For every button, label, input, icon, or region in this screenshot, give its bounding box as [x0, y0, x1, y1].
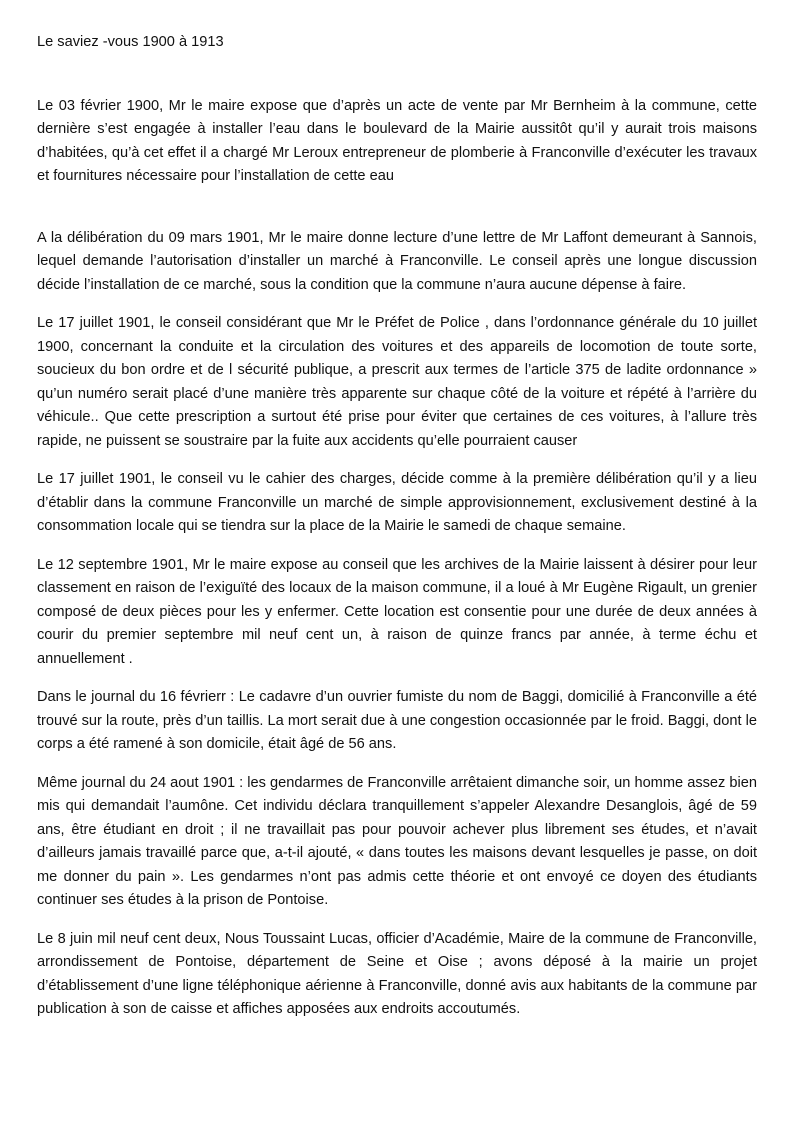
paragraph-market-establishment-1901: Le 17 juillet 1901, le conseil vu le cahier des charges, décide comme à la première délibération qu’il y a lieu d’établir dans la commune Franconville un marché de simple approvisionnement, exclusivement destiné à la consommation locale qui se tiendra sur la place de la Mairie le samedi de chaque semaine. [37, 471, 757, 534]
paragraph-vehicle-numbering-1901: Le 17 juillet 1901, le conseil considérant que Mr le Préfet de Police , dans l’ordonnance générale du 10 juillet 1900, concernant la conduite et la circulation des voitures et des appareils de locomotion de toute sorte, soucieux du bon ordre et de l sécurité publique, a prescrit aux termes de l’article 375 de ladite ordonnance » qu’un numéro serait placé d’une manière très apparente sur chaque côté de la voiture et répété à l’arrière du véhicule.. Que cette prescription a surtout été prise pour éviter que certaines de ces voitures, à l’allure très rapide, ne puissent se soustraire par la fuite aux accidents qu’elle pourraient causer [37, 315, 757, 449]
document-page [37, 31, 757, 1037]
paragraph-archives-storage-1901: Le 12 septembre 1901, Mr le maire expose au conseil que les archives de la Mairie laissent à désirer pour leur classement en raison de l’exiguïté des locaux de la maison commune, il a loué à Mr Eugène Rigault, un grenier composé de deux pièces pour les y enfermer. Cette location est consentie pour une durée de deux années à courir du premier septembre mil neuf cent un, à raison de quinze francs par année, à terme échu et annuellement . [37, 556, 757, 667]
paragraph-market-request-1901: A la délibération du 09 mars 1901, Mr le maire donne lecture d’une lettre de Mr Laffont demeurant à Sannois, lequel demande l’autorisation d’installer un marché à Franconville. Le conseil après une longue discussion décide l’installation de ce marché, sous la condition que la commune n’aura aucune dépense à faire. [37, 229, 757, 293]
paragraph-water-installation-1900: Le 03 février 1900, Mr le maire expose que d’après un acte de vente par Mr Bernheim à la commune, cette dernière s’est engagée à installer l’eau dans le boulevard de la Mairie aussitôt qu’il y aurait trois maisons d’habitées, qu’à cet effet il a chargé Mr Leroux entrepreneur de plomberie à Franconville d’exécuter les travaux et fournitures nécessaire pour l’installation de cette eau [37, 97, 757, 184]
paragraph-telephone-line-1902: Le 8 juin mil neuf cent deux, Nous Toussaint Lucas, officier d’Académie, Maire de la commune de Franconville, arrondissement de Pontoise, département de Seine et Oise ; avons déposé à la mairie un projet d’établissement d’une ligne téléphonique aérienne à Franconville, donné avis aux habitants de la commune par publication à son de caisse et affiches apposées aux endroits accoutumés. [37, 930, 757, 1017]
paragraph-journal-baggi: Dans le journal du 16 févrierr : Le cadavre d’un ouvrier fumiste du nom de Baggi, domicilié à Franconville a été trouvé sur la route, près d’un taillis. La mort serait due à une congestion occasionnée par le froid. Baggi, dont le corps a été ramené à son domicile, était âgé de 56 ans. [37, 689, 757, 752]
document-title: Le saviez -vous 1900 à 1913 [37, 34, 224, 50]
paragraph-journal-desanglois: Même journal du 24 aout 1901 : les gendarmes de Franconville arrêtaient dimanche soir, un homme assez bien mis qui demandait l’aumône. Cet individu déclara tranquillement s’appeler Alexandre Desanglois, âgé de 59 ans, être étudiant en droit ; il ne travaillait pas pour pouvoir achever plus librement ses études, et n’avait d’ailleurs jamais travaillé parce que, a-t-il ajouté, « dans toutes les maisons devant lesquelles je passe, on doit me donner du pain ». Les gendarmes n’ont pas admis cette théorie et ont envoyé ce doyen des étudiants continuer ses études à la prison de Pontoise. [37, 774, 757, 908]
